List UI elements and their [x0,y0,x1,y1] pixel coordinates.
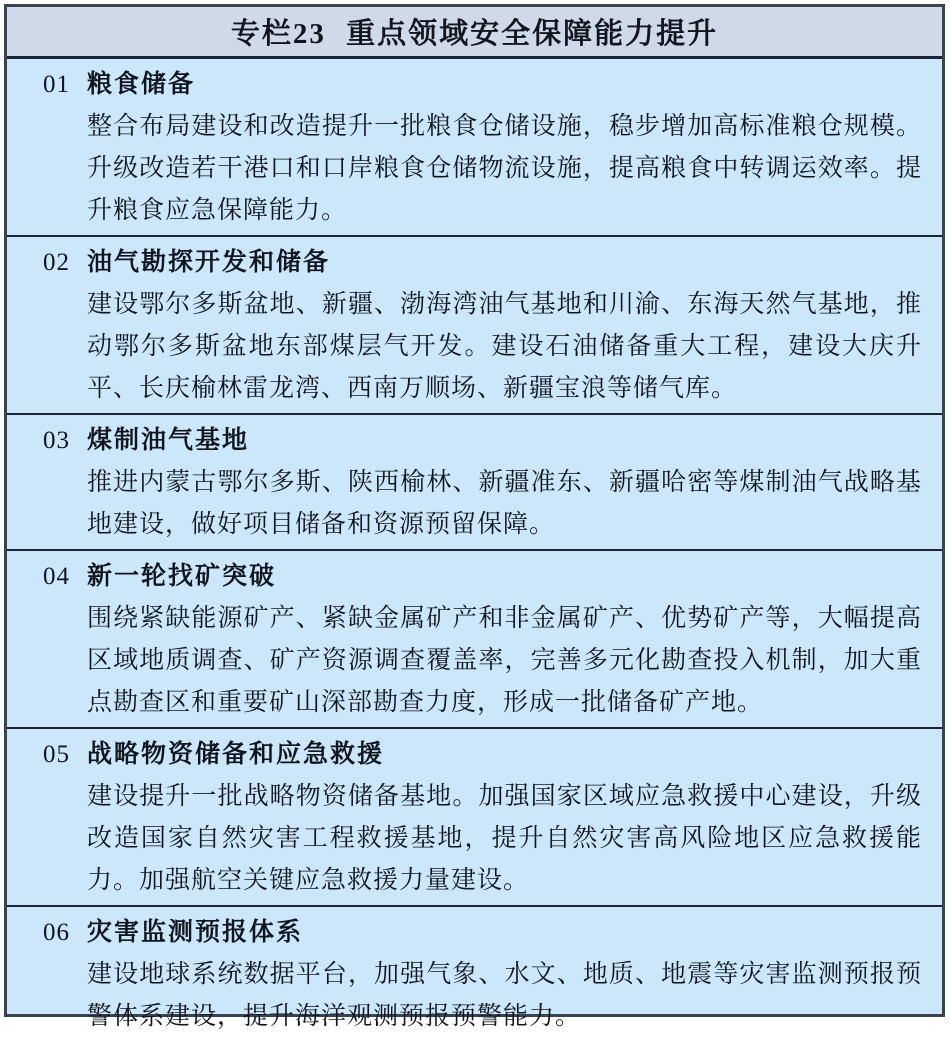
section-number: 03 [43,427,70,454]
section-number: 01 [43,71,70,98]
section-body: 围绕紧缺能源矿产、紧缺金属矿产和非金属矿产、优势矿产等，大幅提高区域地质调查、矿产资源调查覆盖率，完善多元化勘查投入机制，加大重点勘查区和重要矿山深部勘查力度，形成一批储备矿产地。 [87,605,922,716]
section-number: 02 [43,249,70,276]
section-title: 灾害监测预报体系 [87,919,304,946]
section-body: 推进内蒙古鄂尔多斯、陕西榆林、新疆准东、新疆哈密等煤制油气战略基地建设，做好项目储备和资源预留保障。 [87,469,922,538]
section-title: 战略物资储备和应急救援 [87,741,385,768]
section-content [87,912,922,1038]
column-23-panel [4,4,945,1030]
section-content [87,242,922,410]
section-row-06 [7,905,942,1041]
section-row-01 [7,59,942,235]
section-number: 05 [43,741,70,768]
section-row-03 [7,413,942,549]
section-content [87,420,922,546]
panel-title: 重点领域安全保障能力提升 [346,18,719,50]
section-title: 煤制油气基地 [87,427,250,454]
section-title: 新一轮找矿突破 [87,563,277,590]
section-body: 整合布局建设和改造提升一批粮食仓储设施，稳步增加高标准粮仓规模。升级改造若干港口和口岸粮食仓储物流设施，提高粮食中转调运效率。提升粮食应急保障能力。 [87,113,922,224]
section-body: 建设地球系统数据平台，加强气象、水文、地质、地震等灾害监测预报预警体系建设，提升海洋观测预报预警能力。 [87,961,922,1030]
section-body: 建设提升一批战略物资储备基地。加强国家区域应急救援中心建设，升级改造国家自然灾害工程救援基地，提升自然灾害高风险地区应急救援能力。加强航空关键应急救援力量建设。 [87,783,922,894]
panel-header [7,7,942,59]
section-row-02 [7,235,942,413]
section-body: 建设鄂尔多斯盆地、新疆、渤海湾油气基地和川渝、东海天然气基地，推动鄂尔多斯盆地东部煤层气开发。建设石油储备重大工程，建设大庆升平、长庆榆林雷龙湾、西南万顺场、新疆宝浪等储气库。 [87,291,922,402]
section-number: 06 [43,919,70,946]
section-row-04 [7,549,942,727]
section-content [87,734,922,902]
section-content [87,556,922,724]
panel-label: 专栏23 [230,18,326,50]
section-title: 油气勘探开发和储备 [87,249,331,276]
section-row-05 [7,727,942,905]
section-number: 04 [43,563,70,590]
section-title: 粮食储备 [87,71,196,98]
section-content [87,64,922,232]
